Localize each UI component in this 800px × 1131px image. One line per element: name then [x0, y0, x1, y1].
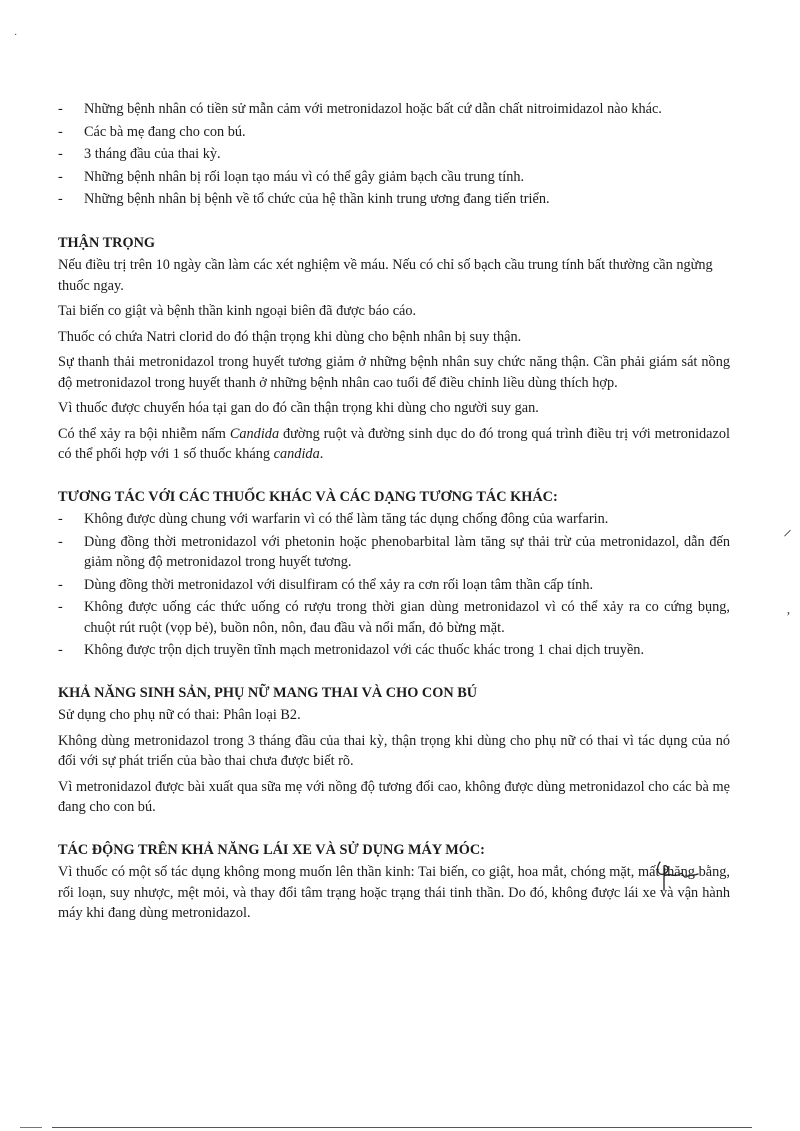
text-span: Có thể xảy ra bội nhiễm nấm — [58, 425, 230, 442]
paragraph: Vì thuốc có một số tác dụng không mong muốn lên thần kinh: Tai biến, co giật, hoa mắt, chóng mặt, mất thăng bằng, rối loạn, suy nhược, mệt mỏi, và thay đổi tâm trạng hoặc trạng thái tinh thần. Do đó, không được lái xe và vận hành máy khi đang dùng metronidazol. — [58, 864, 730, 921]
handwritten-initials — [652, 856, 702, 896]
list-item: - 3 tháng đầu của thai kỳ. — [58, 144, 730, 165]
precautions-heading: THẬN TRỌNG — [58, 234, 156, 251]
paragraph: Sự thanh thải metronidazol trong huyết tương giảm ở những bệnh nhân suy chức năng thận. Cần phải giám sát nồng độ metronidazol trong huyết thanh ở những bệnh nhân cao tuổi để điều chỉnh liều dùng thích hợp. — [58, 354, 730, 391]
divider — [20, 1127, 42, 1128]
precautions-section — [58, 233, 730, 465]
list-item: - Dùng đồng thời metronidazol với disulfiram có thể xảy ra cơn rối loạn tâm thần cấp tính. — [58, 575, 730, 596]
driving-heading: TÁC ĐỘNG TRÊN KHẢ NĂNG LÁI XE VÀ SỬ DỤNG MÁY MÓC: — [58, 841, 485, 858]
italic-term: candida — [273, 446, 320, 462]
edge-mark: ⸝ — [783, 519, 792, 539]
paragraph: Vì thuốc được chuyển hóa tại gan do đó cần thận trọng khi dùng cho người suy gan. — [58, 400, 539, 416]
list-item: - Không được dùng chung với warfarin vì có thể làm tăng tác dụng chống đông của warfarin. — [58, 509, 730, 530]
list-item: - Không được trộn dịch truyền tĩnh mạch metronidazol với các thuốc khác trong 1 chai dịch truyền. — [58, 640, 730, 661]
interactions-heading: TƯƠNG TÁC VỚI CÁC THUỐC KHÁC VÀ CÁC DẠNG TƯƠNG TÁC KHÁC: — [58, 488, 558, 505]
contraindications-list — [58, 99, 730, 210]
pregnancy-heading: KHẢ NĂNG SINH SẢN, PHỤ NỮ MANG THAI VÀ CHO CON BÚ — [58, 684, 478, 701]
list-item: - Dùng đồng thời metronidazol với phetonin hoặc phenobarbital làm tăng sự thải trừ của metronidazol, dẫn đến giảm nồng độ metronidazol trong huyết tương. — [58, 532, 730, 573]
driving-section — [58, 840, 730, 924]
paragraph: Vì metronidazol được bài xuất qua sữa mẹ với nồng độ tương đối cao, không được dùng metronidazol cho các bà mẹ đang cho con bú. — [58, 778, 730, 815]
list-item: - Những bệnh nhân có tiền sử mẫn cảm với metronidazol hoặc bất cứ dẫn chất nitroimidazol nào khác. — [58, 99, 730, 120]
paragraph: Nếu điều trị trên 10 ngày cần làm các xét nghiệm về máu. Nếu có chỉ số bạch cầu trung tính bất thường cần ngừng thuốc ngay. — [58, 257, 713, 294]
text-span: . — [319, 446, 324, 462]
paragraph: Thuốc có chứa Natri clorid do đó thận trọng khi dùng cho bệnh nhân bị suy thận. — [58, 328, 522, 345]
document-body — [58, 99, 730, 929]
interactions-section — [58, 487, 730, 661]
paragraph: Không dùng metronidazol trong 3 tháng đầu của thai kỳ, thận trọng khi dùng cho phụ nữ có thai vì tác dụng của nó đối với sự phát triển của bào thai chưa được biết rõ. — [58, 732, 730, 769]
pregnancy-section — [58, 683, 730, 818]
divider — [52, 1127, 752, 1128]
paragraph — [58, 424, 730, 465]
edge-mark: · — [14, 30, 18, 41]
text-span: đường ruột và đường sinh dục do đó trong quá trình điều trị với metronidazol có thể phối hợp với 1 số thuốc kháng — [58, 425, 730, 462]
list-item: - Các bà mẹ đang cho con bú. — [58, 122, 730, 143]
edge-mark: ʼ — [786, 610, 791, 625]
italic-term: Candida — [229, 425, 280, 442]
list-item: - Không được uống các thức uống có rượu trong thời gian dùng metronidazol vì có thể xảy ra co cứng bụng, chuột rút ruột (vọp bẻ), buồn nôn, nôn, đau đầu và nổi mẩn, đỏ bừng mặt. — [58, 597, 730, 638]
interactions-list — [58, 509, 730, 661]
paragraph: Sử dụng cho phụ nữ có thai: Phân loại B2. — [58, 707, 301, 723]
paragraph: Tai biến co giật và bệnh thần kinh ngoại biên đã được báo cáo. — [58, 303, 417, 319]
list-item: - Những bệnh nhân bị bệnh về tổ chức của hệ thần kinh trung ương đang tiến triển. — [58, 189, 730, 210]
list-item: - Những bệnh nhân bị rối loạn tạo máu vì có thể gây giảm bạch cầu trung tính. — [58, 167, 730, 188]
